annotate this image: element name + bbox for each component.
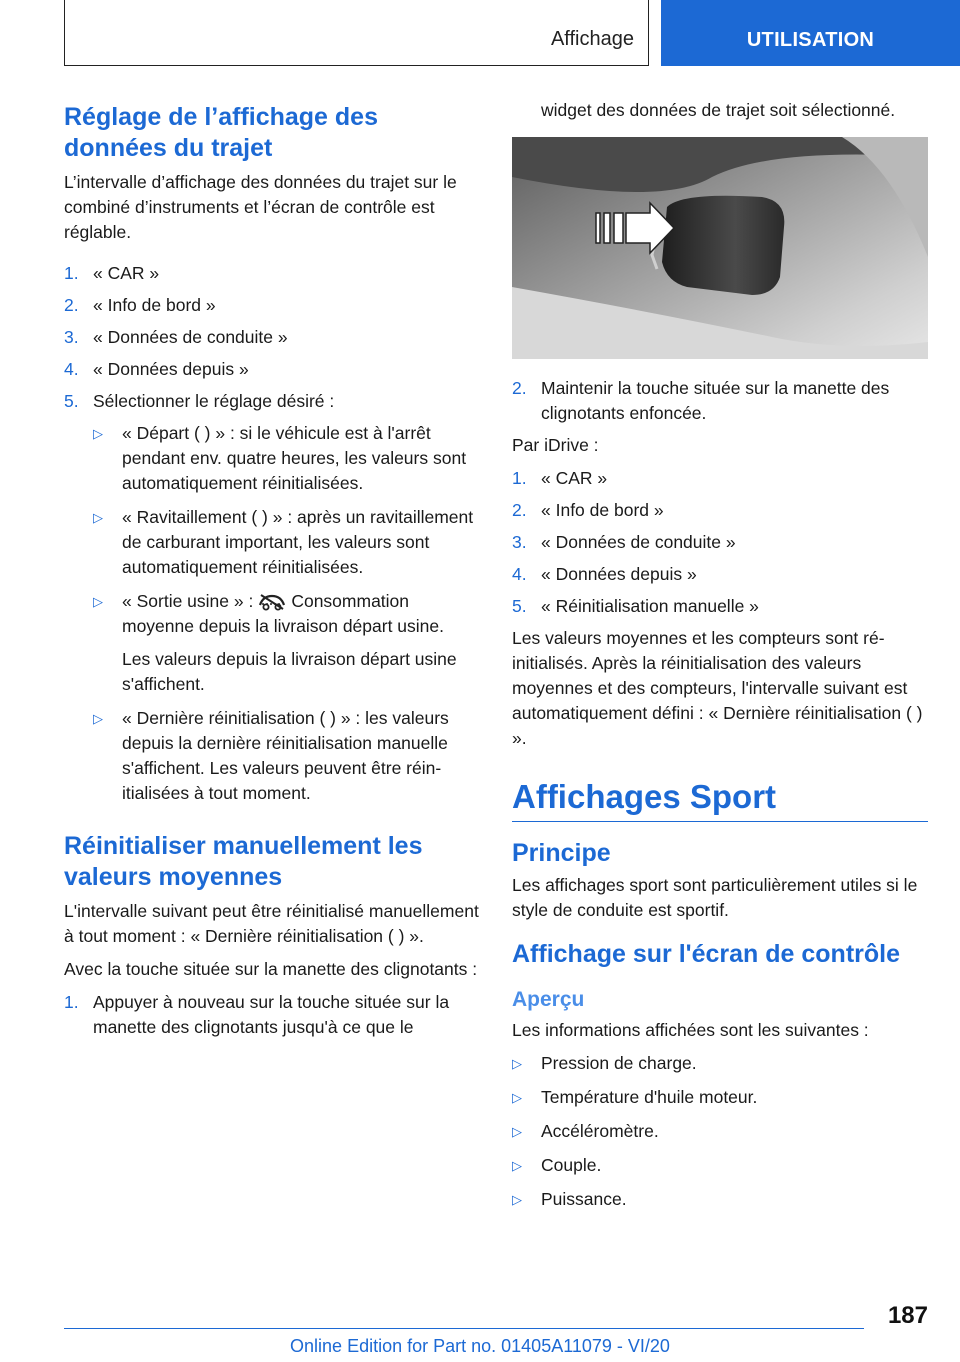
- header-section-box: [64, 0, 649, 66]
- sport-info-list: [512, 1051, 928, 1212]
- left-column: [64, 102, 479, 1047]
- triangle-bullet-icon: ▷: [93, 594, 103, 609]
- heading-sport-displays: Affichages Sport: [512, 777, 928, 822]
- heading-control-display: Affichage sur l'écran de contrôle: [512, 940, 900, 968]
- header-section-title: Affichage: [550, 28, 634, 50]
- settings-steps-list: [64, 261, 479, 414]
- list-item: 3. « Données de conduite »: [512, 532, 736, 552]
- triangle-bullet-icon: ▷: [512, 1192, 522, 1207]
- principle-paragraph: Les affichages sport sont particulièrement utiles si le style de conduite est sportif.: [512, 875, 918, 920]
- stalk-steps-list: [64, 990, 479, 1040]
- list-item: 3. « Données de conduite »: [64, 327, 288, 347]
- triangle-bullet-icon: ▷: [512, 1090, 522, 1105]
- heading-principle: Principe: [512, 839, 611, 867]
- list-item: ▷ « Départ ( ) » : si le véhicule est à l'arrêt pendant env. quatre heures, les valeurs sont automatiquement réinitialisées.: [93, 423, 467, 493]
- option-extra-text: Les valeurs depuis la livraison départ usine s'affichent.: [122, 649, 457, 694]
- overview-paragraph: Les informations affichées sont les suivantes :: [512, 1020, 869, 1040]
- list-item: ▷ « Ravitaillement ( ) » : après un ravitaillement de carburant important, les valeurs sont automatiquement réinitialisées.: [93, 507, 474, 577]
- list-item: 2. « Info de bord »: [512, 500, 664, 520]
- interval-options-list: [64, 421, 479, 806]
- right-column: [512, 98, 928, 1221]
- list-item: ▷ « Dernière réinitialisation ( ) » : les valeurs depuis la dernière réinitialisation manuelle s'affichent. Les valeurs peuvent être réinitialisées à tout moment.: [93, 708, 449, 803]
- footer-divider: [64, 1328, 864, 1329]
- list-item: 1. « CAR »: [512, 468, 608, 488]
- triangle-bullet-icon: ▷: [512, 1056, 522, 1071]
- step-continuation: widget des données de trajet soit sélectionné.: [541, 100, 896, 120]
- list-item: ▷ « Sortie usine » : Consommation moyenne depuis la livraison départ usine. Les valeurs depuis la livraison départ usine s'affichent.: [93, 589, 479, 697]
- list-item: ▷ Température d'huile moteur.: [512, 1085, 928, 1110]
- list-item: 1. « CAR »: [64, 263, 160, 283]
- list-item: ▷ Pression de charge.: [512, 1051, 928, 1076]
- list-item: ▷ Puissance.: [512, 1187, 928, 1212]
- triangle-bullet-icon: ▷: [512, 1158, 522, 1173]
- turn-signal-stalk-image: [512, 137, 928, 359]
- hold-step-list: [512, 376, 928, 426]
- triangle-bullet-icon: ▷: [93, 711, 103, 726]
- idrive-steps-list: [512, 466, 928, 619]
- triangle-bullet-icon: ▷: [512, 1124, 522, 1139]
- list-item: 2. « Info de bord »: [64, 295, 216, 315]
- page-number: 187: [887, 1302, 928, 1329]
- heading-trip-display: Réglage de l’affichage des données du trajet: [64, 103, 378, 162]
- header-chapter-tab: [661, 0, 960, 66]
- intro-paragraph: L’intervalle d’affichage des données du trajet sur le combiné d’instruments et l’écran de contrôle est réglable.: [64, 172, 457, 242]
- heading-overview: Aperçu: [512, 988, 585, 1011]
- idrive-label: Par iDrive :: [512, 435, 599, 455]
- list-item: ▷ Accéléromètre.: [512, 1119, 928, 1144]
- header-chapter-label: UTILISATION: [746, 29, 875, 51]
- list-item: 2. Maintenir la touche située sur la manette des clignotants enfoncée.: [512, 378, 890, 423]
- triangle-bullet-icon: ▷: [93, 510, 103, 525]
- triangle-bullet-icon: ▷: [93, 426, 103, 441]
- list-item: 4. « Données depuis »: [512, 564, 697, 584]
- list-item: ▷ Couple.: [512, 1153, 928, 1178]
- heading-manual-reset: Réinitialiser manuellement les valeurs moyennes: [64, 832, 423, 891]
- reset-note-paragraph: Les valeurs moyennes et les compteurs sont réinitialisés. Après la réinitialisation des valeurs moyennes et des compteurs, l'intervalle suivant est automatiquement défini : « Dernière réinitialisation ( ) ».: [512, 628, 923, 748]
- factory-delivery-icon: [257, 591, 287, 611]
- footer-edition: Online Edition for Part no. 01405A11079 - VI/20: [290, 1336, 670, 1356]
- list-item: 5. « Réinitialisation manuelle »: [512, 596, 759, 616]
- manual-reset-paragraph: L'intervalle suivant peut être réinitialisé manuellement à tout moment : « Dernière réinitialisation ( ) ».: [64, 901, 479, 946]
- stalk-button-paragraph: Avec la touche située sur la manette des clignotants :: [64, 959, 478, 979]
- list-item: 4. « Données depuis »: [64, 359, 249, 379]
- list-item: 1. Appuyer à nouveau sur la touche située sur la manette des clignotants jusqu'à ce que le: [64, 992, 450, 1037]
- list-item: 5. Sélectionner le réglage désiré :: [64, 391, 335, 411]
